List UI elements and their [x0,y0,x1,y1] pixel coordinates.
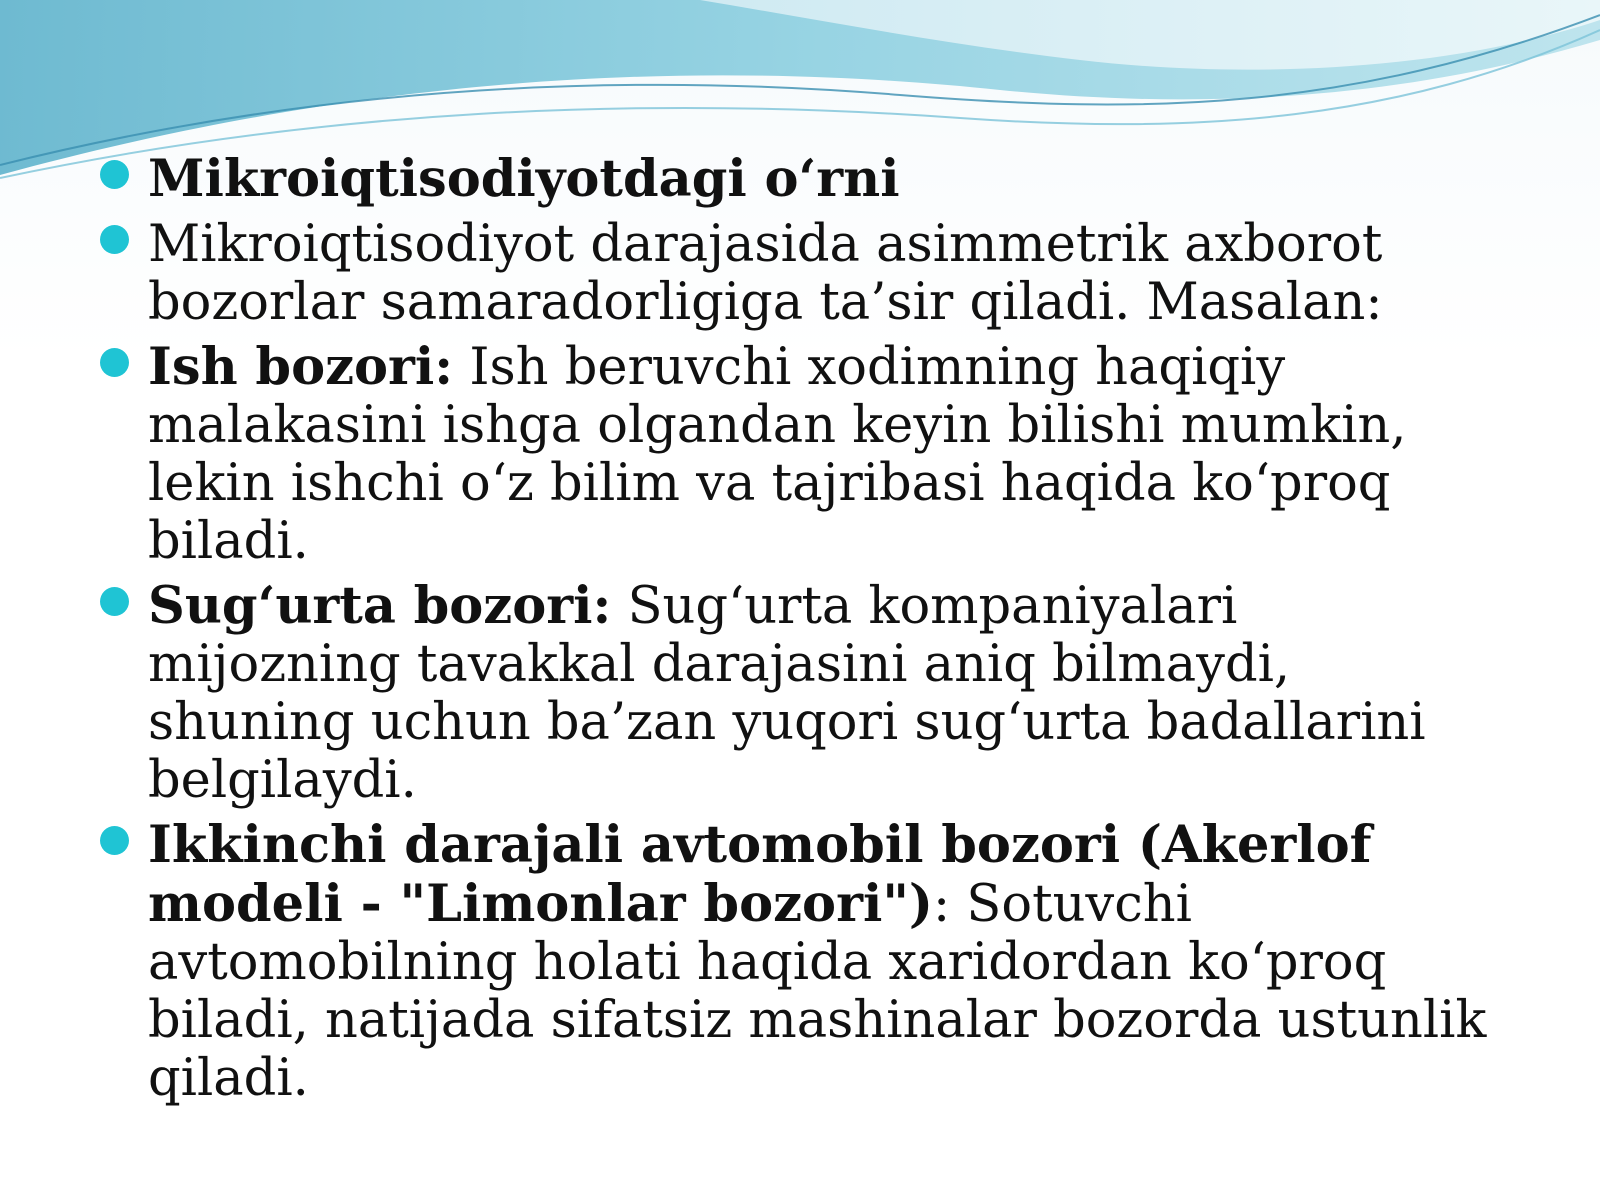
bullet-item [100,816,1500,1108]
bullet-text [148,577,1500,810]
bullet-dot-icon [100,587,129,616]
bullet-dot-icon [100,348,129,377]
bullet-body: Ish beruvchi xodimning haqiqiy malakasini ishga olgandan keyin bilishi mumkin, lekin ishchi o‘z bilim va tajribasi haqida ko‘proq biladi. [148,338,1407,571]
bullet-lead: Mikroiqtisodiyotdagi o‘rni [148,149,900,209]
bullet-body: : Sotuvchi avtomobilning holati haqida xaridordan ko‘proq biladi, natijada sifatsiz mashinalar bozorda ustunlik qiladi. [148,875,1487,1108]
bullet-text [148,338,1500,571]
bullet-item [100,577,1500,810]
bullet-text [148,215,1500,332]
bullet-lead: Sug‘urta bozori: [148,576,612,636]
bullet-body: Mikroiqtisodiyot darajasida asimmetrik axborot bozorlar samaradorligiga ta’sir qiladi. Masalan: [148,215,1383,332]
bullet-item [100,215,1500,332]
bullet-text [148,150,1500,209]
bullet-lead: Ikkinchi darajali avtomobil bozori (Akerlof modeli - "Limonlar bozori") [148,815,1372,934]
bullet-body: Sug‘urta kompaniyalari mijozning tavakkal darajasini aniq bilmaydi, shuning uchun ba’zan yuqori sug‘urta badallarini belgilaydi. [148,577,1426,810]
bullet-item [100,338,1500,571]
bullet-item [100,150,1500,209]
bullet-dot-icon [100,160,129,189]
bullet-text [148,816,1500,1108]
bullet-list [100,150,1500,1108]
slide-content [100,150,1500,1114]
bullet-lead: Ish bozori: [148,337,454,397]
bullet-dot-icon [100,826,129,855]
bullet-dot-icon [100,225,129,254]
